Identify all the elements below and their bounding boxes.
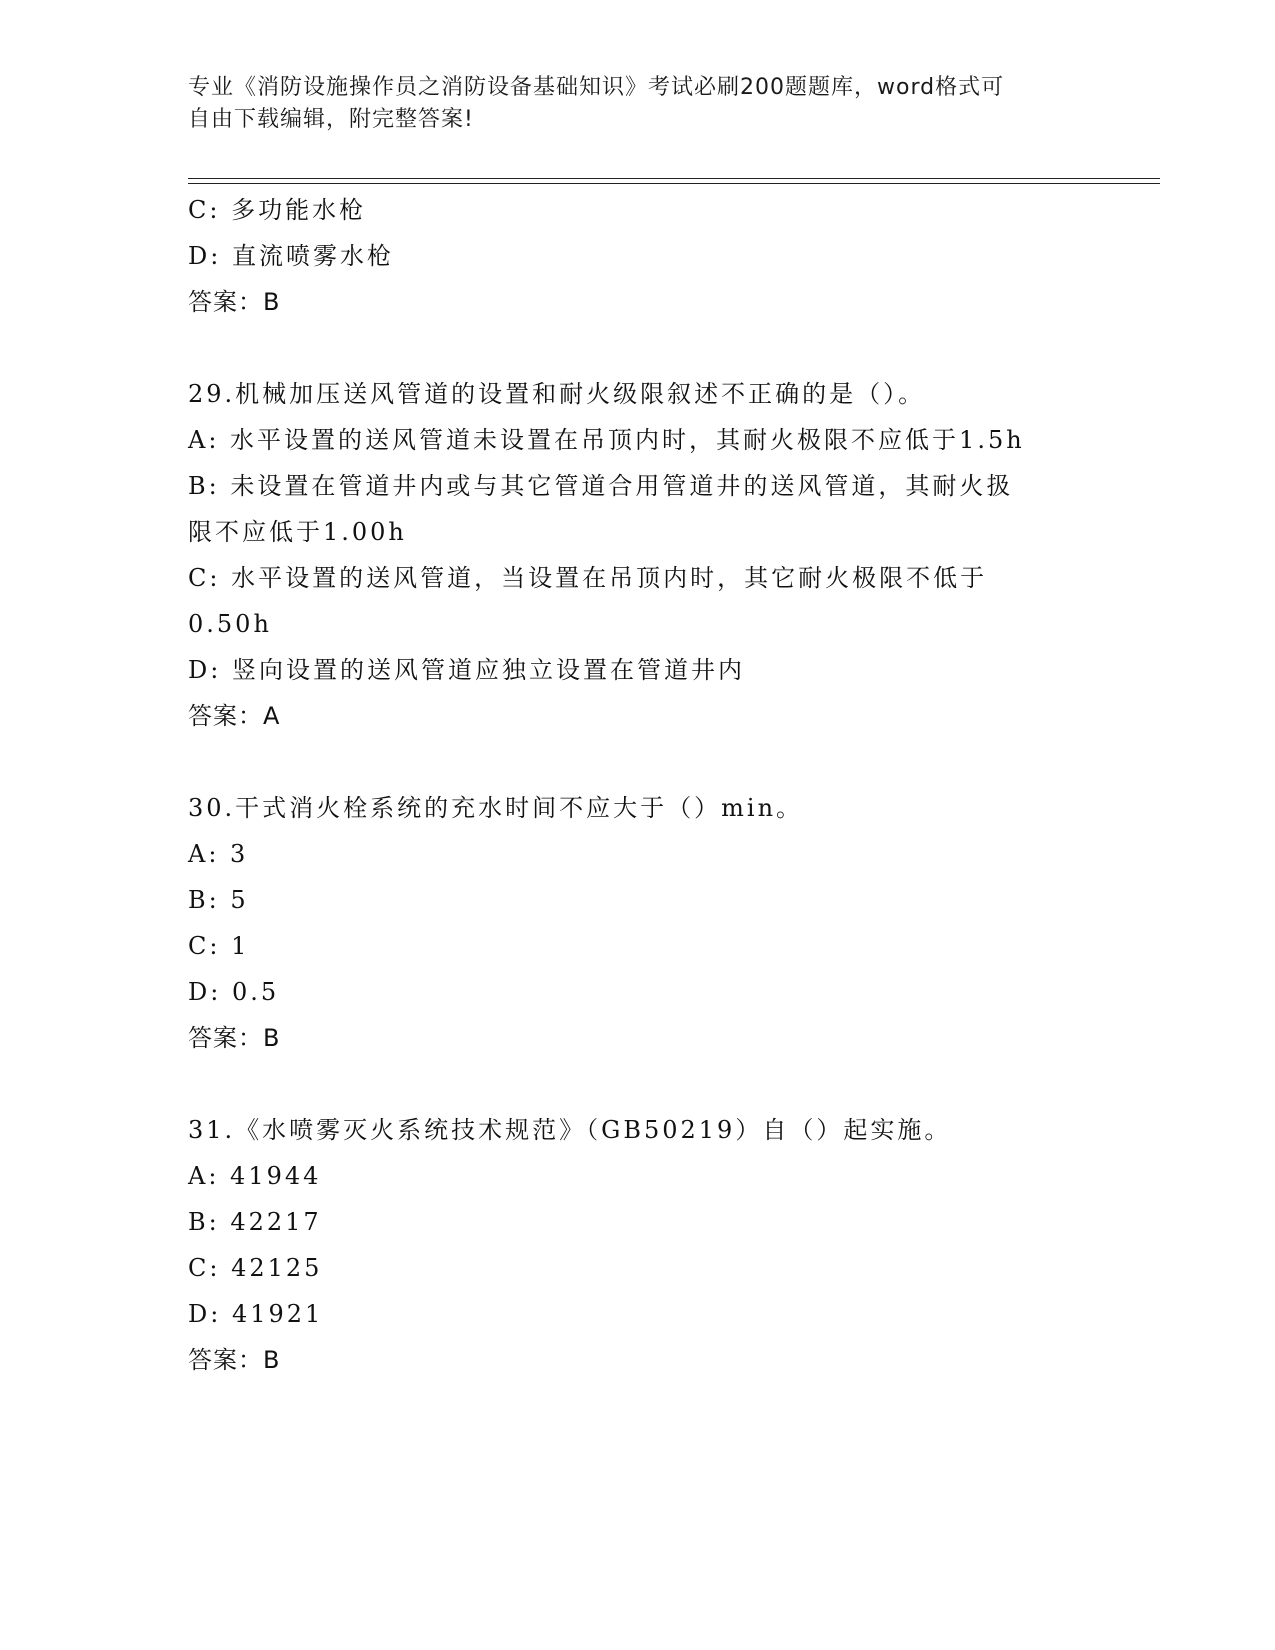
q29-option-b-line-1: B: 未设置在管道井内或与其它管道合用管道井的送风管道，其耐火扱 [188, 472, 1014, 500]
q29-option-c-line-1: C: 水平设置的送风管道，当设置在吊顶内时，其它耐火极限不低于 [188, 564, 988, 592]
q31-option-d: D: 41921 [188, 1300, 324, 1328]
spacer [188, 739, 1088, 785]
q29-option-d: D: 竖向设置的送风管道应独立设置在管道井内 [188, 656, 745, 684]
spacer [188, 1061, 1088, 1107]
q30-option-d: D: 0.5 [188, 978, 280, 1006]
header-title-line-1: 专业《消防设施操作员之消防设备基础知识》考试必刷200题题库，word格式可 [188, 75, 1005, 100]
q29-option-c-line-2: 0.50h [188, 610, 272, 638]
q31-option-b: B: 42217 [188, 1208, 322, 1236]
q30-option-b: B: 5 [188, 886, 249, 914]
header-title-line-2: 自由下载编辑，附完整答案! [188, 107, 474, 132]
question-list [188, 187, 1088, 1383]
q29-option-a: A: 水平设置的送风管道未设置在吊顶内时，其耐火极限不应低于1.5h [188, 426, 1025, 454]
q29-option-b-line-2: 限不应低于1.00h [188, 518, 407, 546]
spacer [188, 325, 1088, 371]
document-header [188, 72, 1068, 136]
q31-answer: 答案：B [188, 1346, 281, 1374]
q30-option-c: C: 1 [188, 932, 250, 960]
q29-answer: 答案：A [188, 702, 281, 730]
q28-option-c: C: 多功能水枪 [188, 196, 367, 224]
q31-option-a: A: 41944 [188, 1162, 322, 1190]
header-divider-top [188, 178, 1160, 179]
q31-question: 31.《水喷雾灭火系统技术规范》（GB50219）自（）起实施。 [188, 1116, 952, 1144]
q30-option-a: A: 3 [188, 840, 249, 868]
q31-option-c: C: 42125 [188, 1254, 323, 1282]
header-divider-bottom [188, 183, 1160, 184]
q29-question: 29.机械加压送风管道的设置和耐火级限叙述不正确的是（）。 [188, 380, 926, 408]
q28-answer: 答案：B [188, 288, 281, 316]
q30-question: 30.干式消火栓系统的充水时间不应大于（）min。 [188, 794, 804, 822]
q30-answer: 答案：B [188, 1024, 281, 1052]
q28-option-d: D: 直流喷雾水枪 [188, 242, 394, 270]
